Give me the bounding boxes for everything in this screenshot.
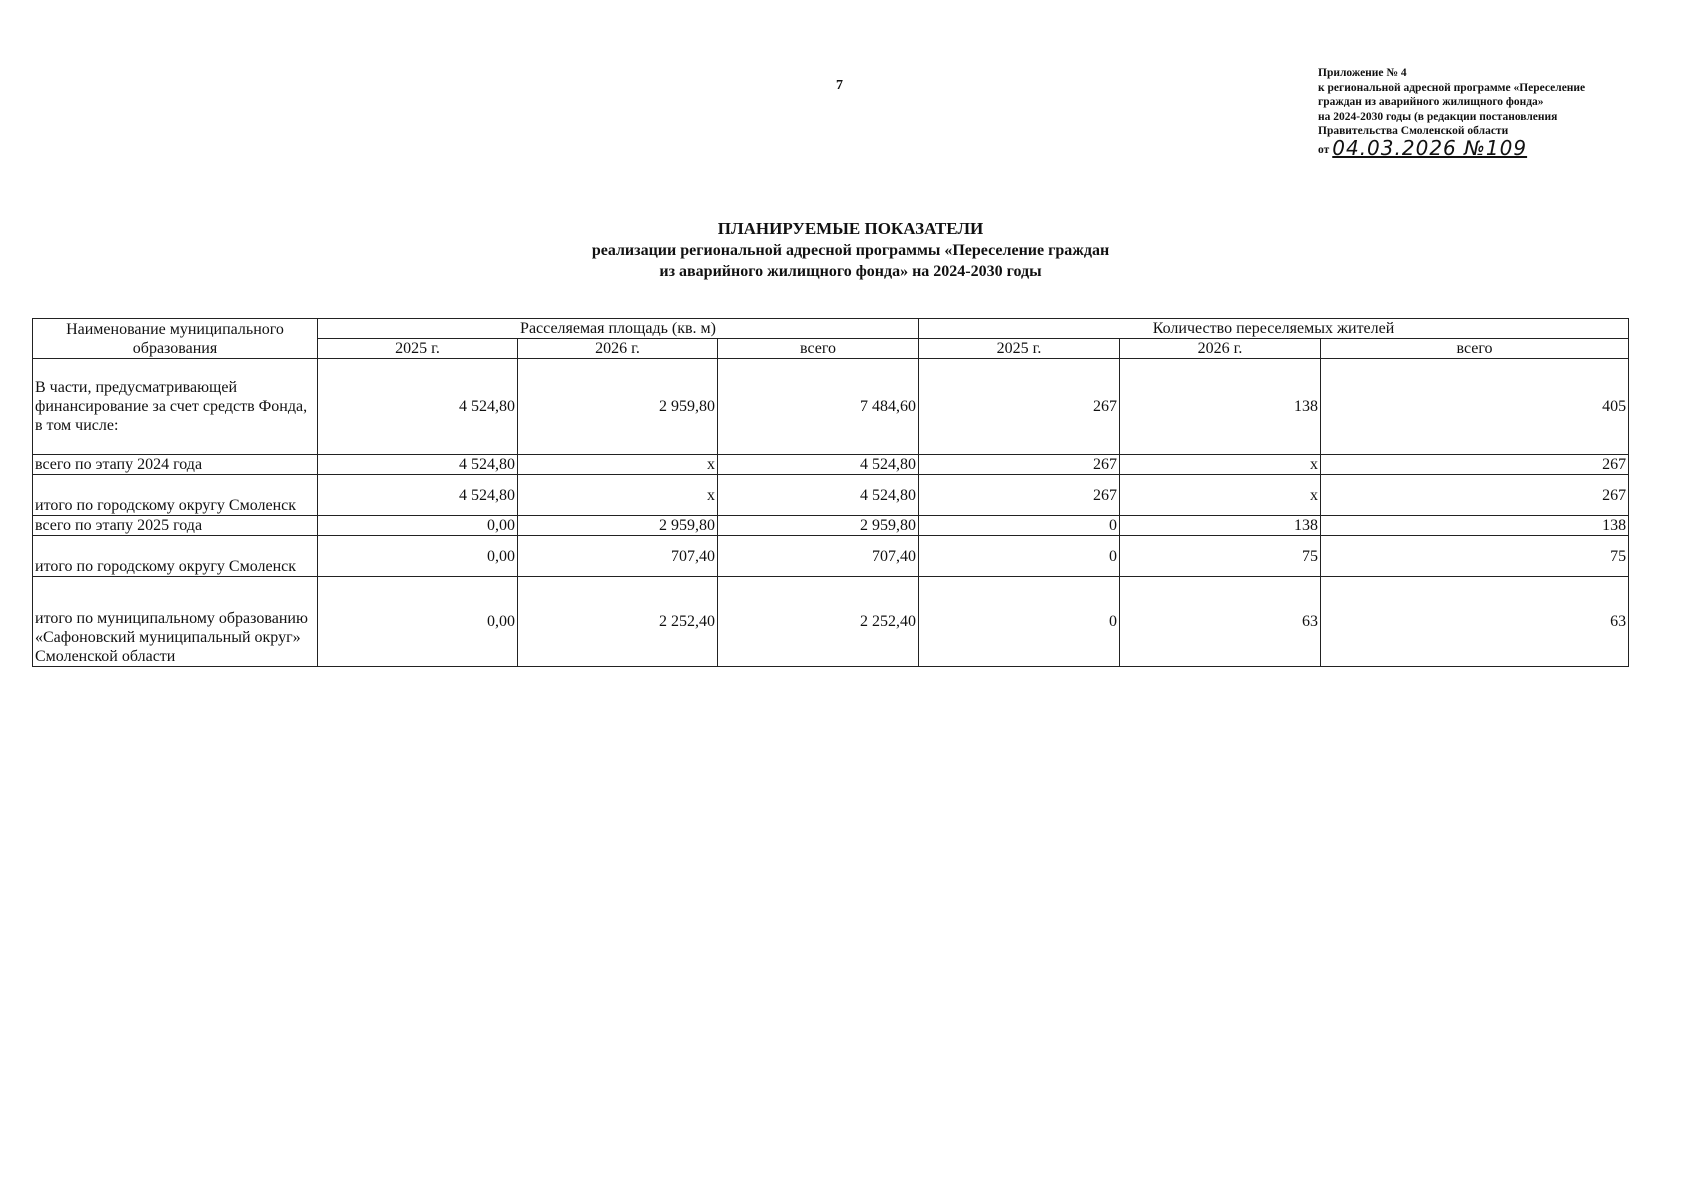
title-subline: из аварийного жилищного фонда» на 2024-2030 годы [659, 263, 1042, 280]
value-cell: 2 252,40 [718, 577, 919, 667]
value-cell: x [1120, 475, 1321, 516]
value-cell: 0,00 [318, 516, 518, 536]
subheader-cell: 2026 г. [1120, 339, 1321, 359]
value-cell: 2 959,80 [518, 516, 718, 536]
row-name-cell: итого по муниципальному образованию «Сафоновский муниципальный округ» Смоленской области [33, 577, 318, 667]
value-cell: 138 [1120, 359, 1321, 455]
table-row [33, 475, 1629, 516]
table-row [33, 359, 1629, 455]
value-cell: 2 252,40 [518, 577, 718, 667]
value-cell: 4 524,80 [718, 475, 919, 516]
title-heading: ПЛАНИРУЕМЫЕ ПОКАЗАТЕЛИ [717, 219, 984, 238]
value-cell: 267 [1321, 475, 1629, 516]
value-cell: 267 [919, 475, 1120, 516]
value-cell: x [518, 455, 718, 475]
document-title [0, 218, 1701, 282]
header-row [33, 319, 1629, 339]
row-name-cell: итого по городскому округу Смоленск [33, 536, 318, 577]
value-cell: 4 524,80 [318, 475, 518, 516]
value-cell: 138 [1321, 516, 1629, 536]
row-name-cell: итого по городскому округу Смоленск [33, 475, 318, 516]
table-row [33, 516, 1629, 536]
appendix-line: на 2024-2030 годы (в редакции постановления [1318, 110, 1558, 123]
header-line: образования [132, 340, 218, 357]
value-cell: 4 524,80 [318, 359, 518, 455]
subheader-cell: всего [1321, 339, 1629, 359]
value-cell: 707,40 [518, 536, 718, 577]
value-cell: 75 [1321, 536, 1629, 577]
indicators-table [32, 318, 1629, 667]
signature-line [1318, 135, 1648, 160]
value-cell: 63 [1120, 577, 1321, 667]
value-cell: x [518, 475, 718, 516]
value-cell: 0,00 [318, 577, 518, 667]
value-cell: 63 [1321, 577, 1629, 667]
header-line: Наименование муниципального [66, 321, 284, 338]
value-cell: 0 [919, 577, 1120, 667]
value-cell: 2 959,80 [518, 359, 718, 455]
value-cell: 4 524,80 [318, 455, 518, 475]
value-cell: 0 [919, 516, 1120, 536]
value-cell: 267 [1321, 455, 1629, 475]
value-cell: 267 [919, 359, 1120, 455]
row-name-cell: всего по этапу 2025 года [33, 516, 318, 536]
subheader-cell: всего [718, 339, 919, 359]
appendix-line: Приложение № 4 [1318, 67, 1407, 79]
subheader-cell: 2025 г. [919, 339, 1120, 359]
table-row [33, 536, 1629, 577]
value-cell: 0,00 [318, 536, 518, 577]
appendix-line: к региональной адресной программе «Переселение [1318, 81, 1586, 94]
value-cell: 0 [919, 536, 1120, 577]
value-cell: 2 959,80 [718, 516, 919, 536]
value-cell: 138 [1120, 516, 1321, 536]
value-cell: 4 524,80 [718, 455, 919, 475]
value-cell: x [1120, 455, 1321, 475]
page-number: 7 [836, 78, 843, 93]
value-cell: 75 [1120, 536, 1321, 577]
name-column-header [33, 319, 318, 359]
table-row [33, 577, 1629, 667]
row-name-cell: всего по этапу 2024 года [33, 455, 318, 475]
signature-prefix: от [1318, 143, 1330, 156]
value-cell: 7 484,60 [718, 359, 919, 455]
subheader-cell: 2025 г. [318, 339, 518, 359]
title-subline: реализации региональной адресной программы «Переселение граждан [591, 242, 1110, 259]
residents-group-header: Количество переселяемых жителей [919, 319, 1629, 339]
appendix-note [1318, 66, 1648, 160]
appendix-line: Правительства Смоленской области [1318, 125, 1509, 137]
row-name-cell: В части, предусматривающей финансирование за счет средств Фонда, в том числе: [33, 359, 318, 455]
value-cell: 707,40 [718, 536, 919, 577]
table-row [33, 455, 1629, 475]
subheader-cell: 2026 г. [518, 339, 718, 359]
handwritten-date-number: 04.03.2026 №109 [1332, 135, 1528, 160]
value-cell: 267 [919, 455, 1120, 475]
value-cell: 405 [1321, 359, 1629, 455]
area-group-header: Расселяемая площадь (кв. м) [318, 319, 919, 339]
appendix-line: граждан из аварийного жилищного фонда» [1318, 96, 1544, 108]
